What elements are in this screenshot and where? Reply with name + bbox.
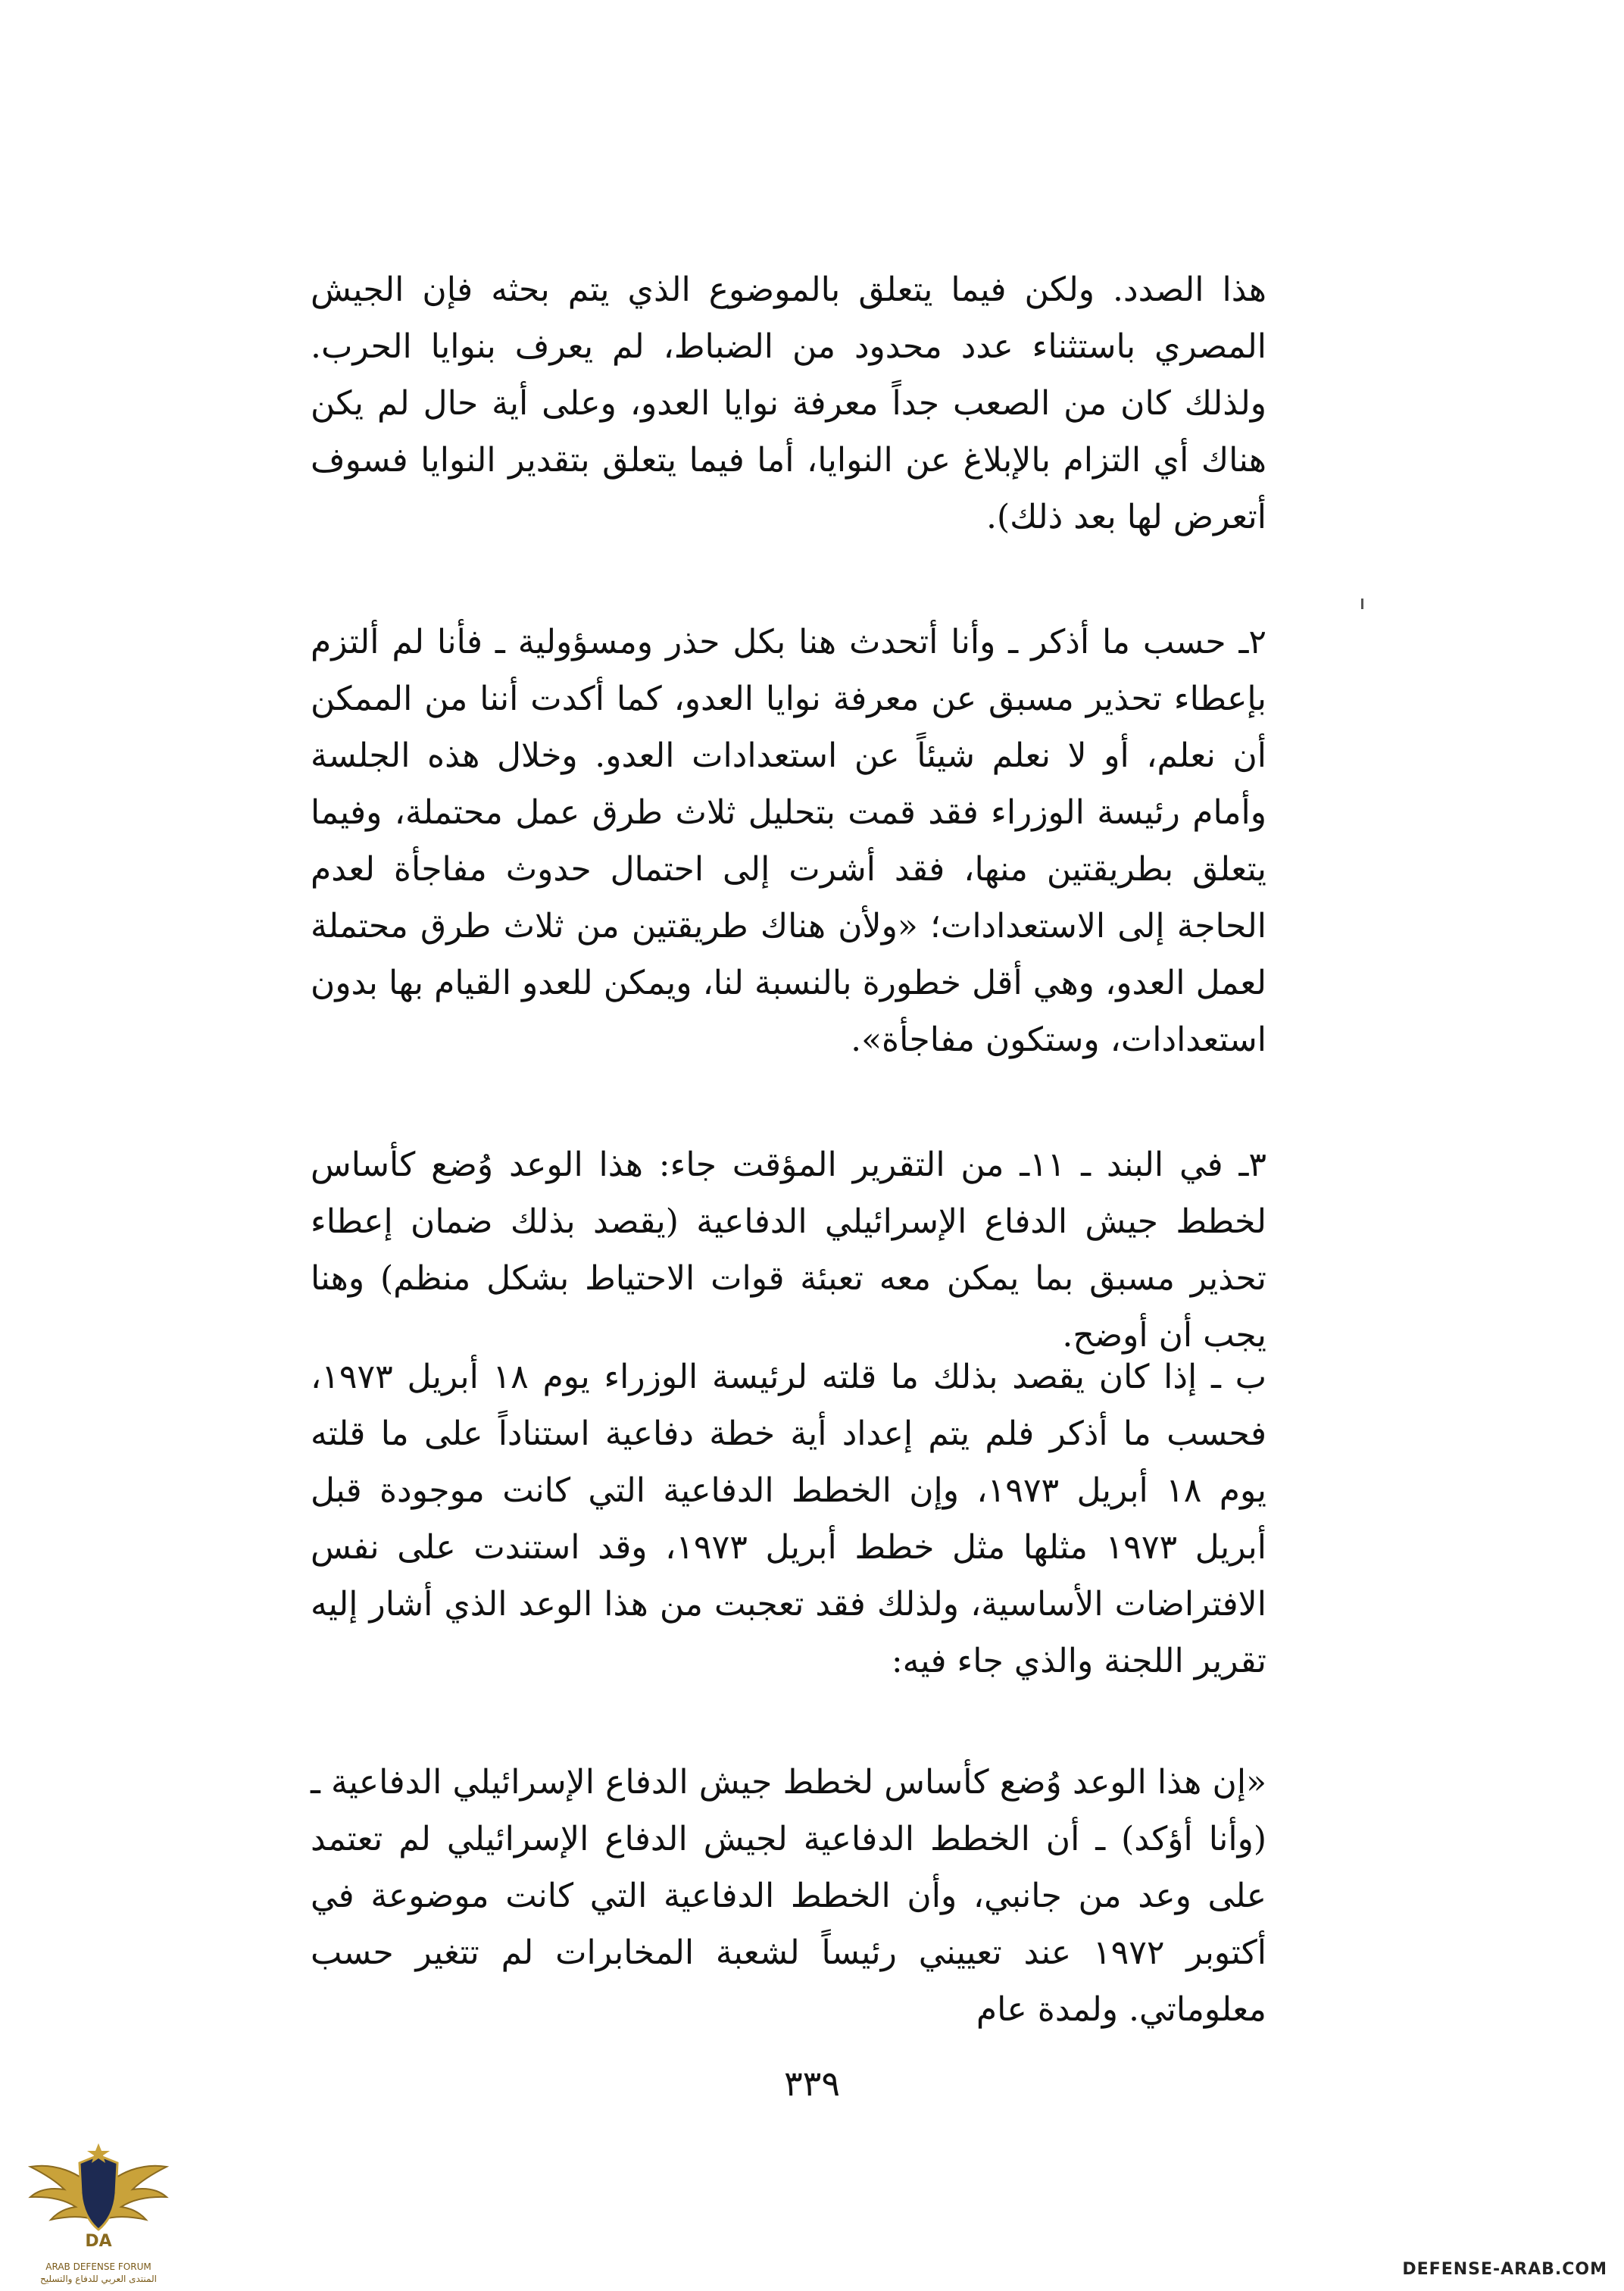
forum-name: ARAB DEFENSE FORUM <box>45 2261 151 2272</box>
paragraph-3 <box>311 1136 1266 1364</box>
paragraph-1-text: هذا الصدد. ولكن فيما يتعلق بالموضوع الذي يتم بحثه فإن الجيش المصري باستثناء عدد محدود من الضباط، لم يعرف بنوايا الحرب. ولذلك كان من الصعب جداً معرفة نوايا العدو، وعلى أية حال لم يكن هناك أي التزام بالإبلاغ عن النوايا، أما فيما يتعلق بتقدير النوايا فسوف أتعرض لها بعد ذلك). <box>311 270 1266 536</box>
forum-name-arabic: المنتدى العربي للدفاع والتسليح <box>40 2274 157 2284</box>
paragraph-2-text: ٢ـ حسب ما أذكر ـ وأنا أتحدث هنا بكل حذر ومسؤولية ـ فأنا لم ألتزم بإعطاء تحذير مسبق عن معرفة نوايا العدو، كما أكدت أننا من الممكن أن نعلم، أو لا نعلم شيئاً عن استعدادات العدو. وخلال هذه الجلسة وأمام رئيسة الوزراء فقد قمت بتحليل ثلاث طرق عمل محتملة، وفيما يتعلق بطريقتين منها، فقد أشرت إلى احتمال حدوث مفاجأة لعدم الحاجة إلى الاستعدادات؛ «ولأن هناك طريقتين من ثلاث طرق محتملة لعمل العدو، وهي أقل خطورة بالنسبة لنا، ويمكن للعدو القيام بها بدون استعدادات، وستكون مفاجأة». <box>311 623 1266 1059</box>
paragraph-1 <box>311 261 1266 545</box>
site-url: DEFENSE-ARAB.COM <box>1402 2260 1607 2279</box>
paragraph-2 <box>311 614 1266 1068</box>
scan-speck <box>1361 599 1363 609</box>
paragraph-4-text: ب ـ إذا كان يقصد بذلك ما قلته لرئيسة الوزراء يوم ١٨ أبريل ١٩٧٣، فحسب ما أذكر فلم يتم إعداد أية خطة دفاعية استناداً على ما قلته يوم ١٨ أبريل ١٩٧٣، وإن الخطط الدفاعية التي كانت موجودة قبل أبريل ١٩٧٣ مثلها مثل خطط أبريل ١٩٧٣، وقد استندت على نفس الافتراضات الأساسية، ولذلك فقد تعجبت من هذا الوعد الذي أشار إليه تقرير اللجنة والذي جاء فيه: <box>311 1358 1267 1680</box>
logo-shield <box>80 2155 117 2230</box>
page-number: ٣٣٩ <box>783 2063 841 2104</box>
paragraph-4 <box>311 1349 1266 1689</box>
forum-logo-icon <box>27 2140 170 2277</box>
logo-initials: DA <box>85 2232 112 2251</box>
paragraph-5-text: «إن هذا الوعد وُضع كأساس لخطط جيش الدفاع الإسرائيلي الدفاعية ـ (وأنا أؤكد) ـ أن الخطط الدفاعية لجيش الدفاع الإسرائيلي لم تعتمد على وعد من جانبي، وأن الخطط الدفاعية التي كانت موضوعة في أكتوبر ١٩٧٢ عند تعييني رئيساً لشعبة المخابرات لم تتغير حسب معلوماتي. ولمدة عام <box>311 1763 1266 2029</box>
paragraph-5 <box>311 1754 1266 2038</box>
paragraph-3-text: ٣ـ في البند ـ ١١ـ من التقرير المؤقت جاء: هذا الوعد وُضع كأساس لخطط جيش الدفاع الإسرائيلي الدفاعية (يقصد بذلك ضمان إعطاء تحذير مسبق بما يمكن معه تعبئة قوات الاحتياط بشكل منظم) وهنا يجب أن أوضح. <box>311 1146 1266 1355</box>
